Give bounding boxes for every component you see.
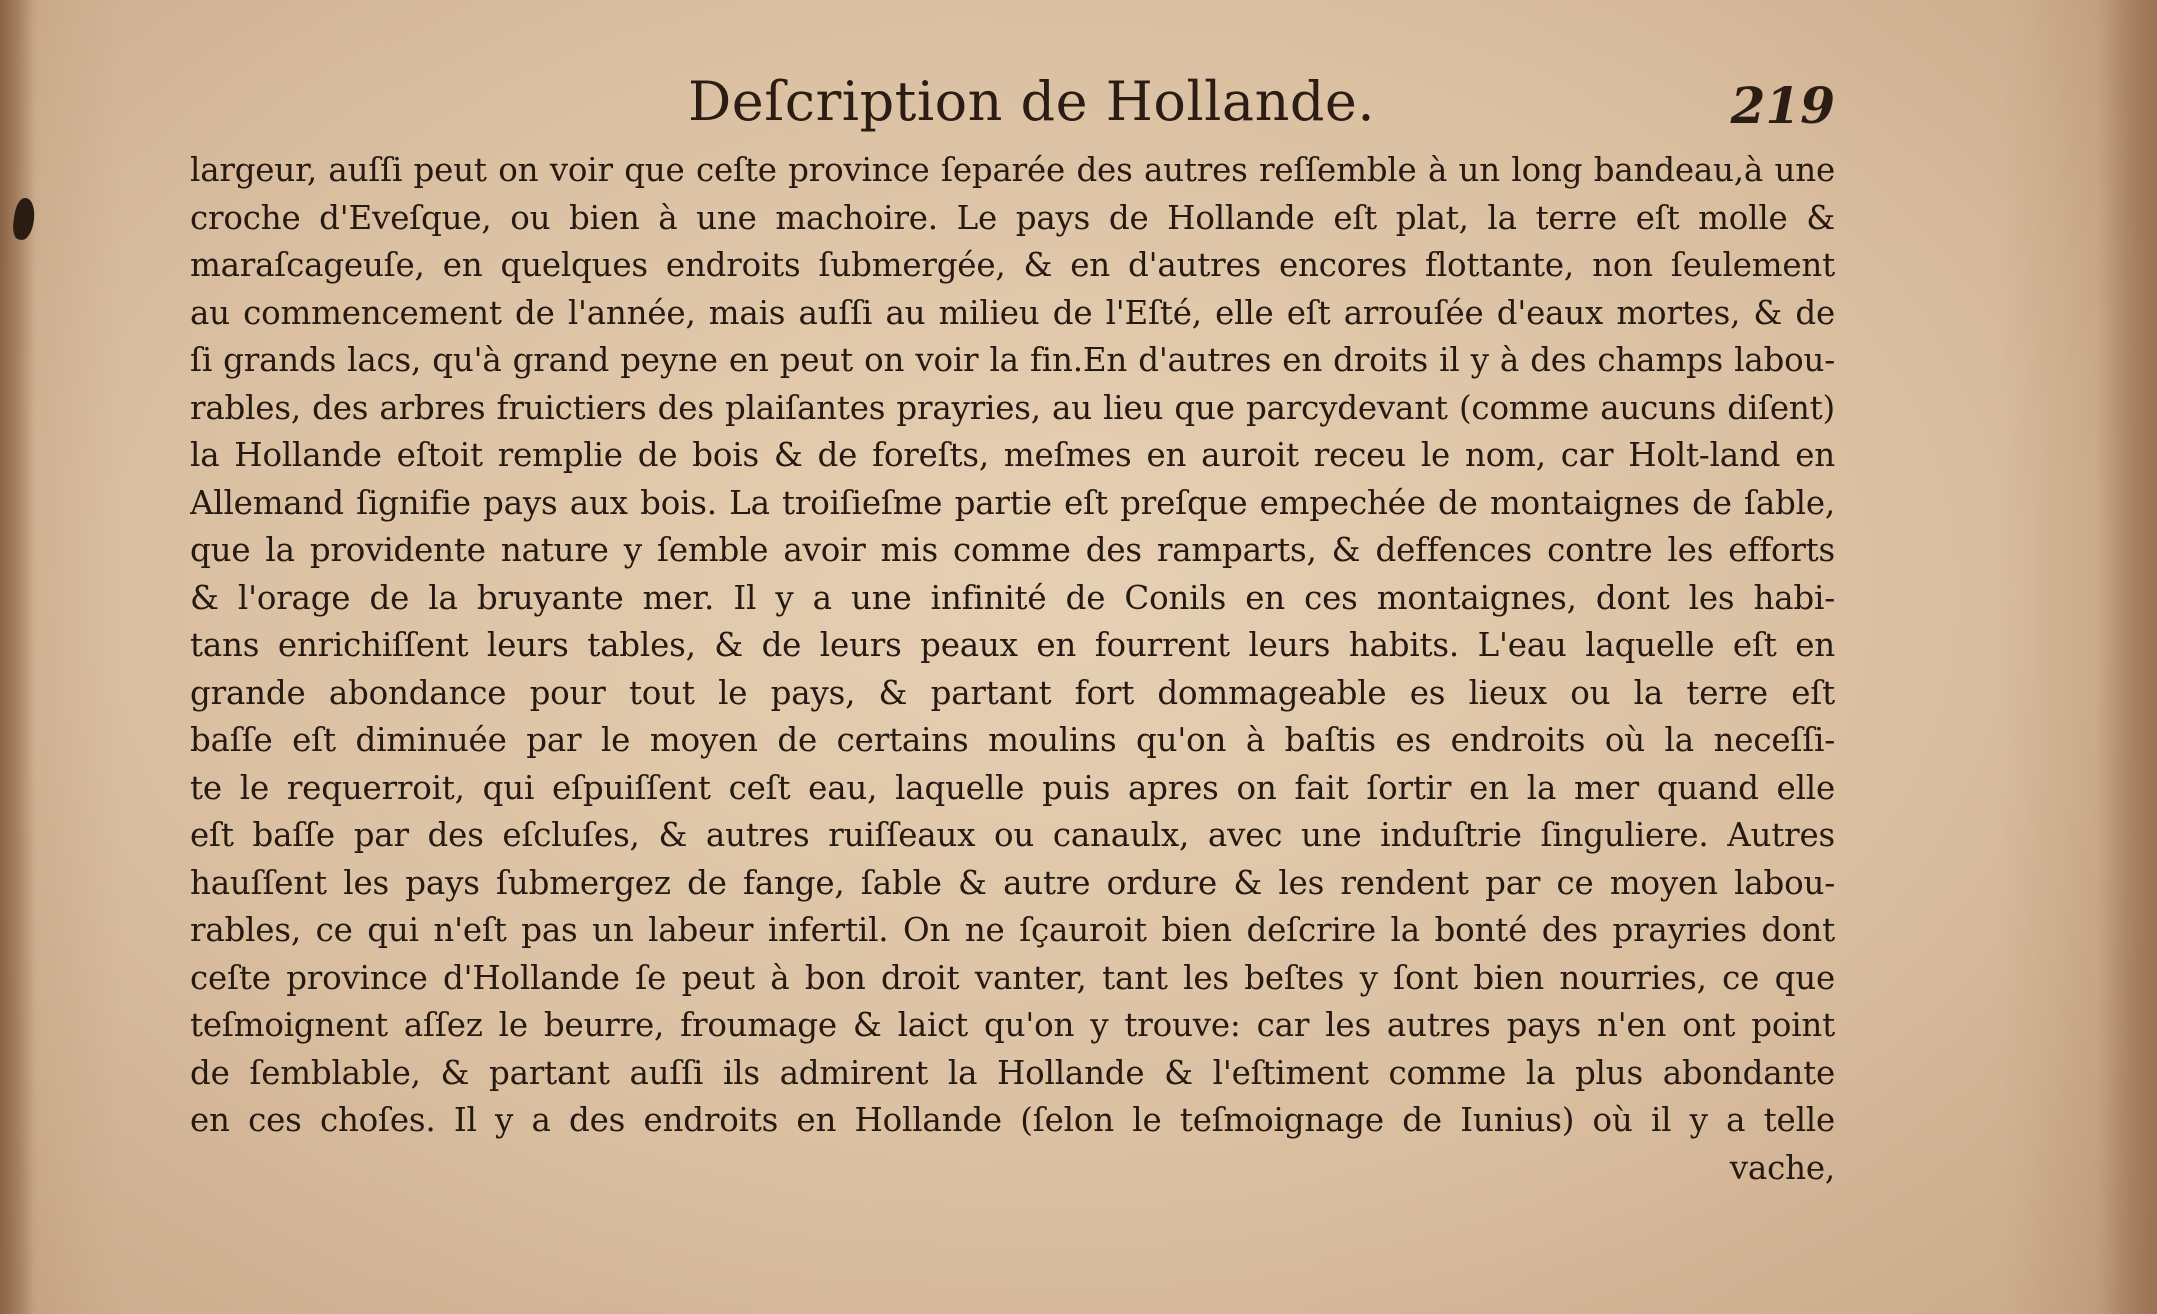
text-line: croche d'Eveſque, ou bien à une machoire. Le pays de Hollande eſt plat, la terre eſt molle & (190, 198, 1835, 237)
text-line: que la providente nature y ſemble avoir mis comme des ramparts, & deffences contre les efforts (190, 531, 1835, 569)
text-line: tans enrichiſſent leurs tables, & de leurs peaux en fourrent leurs habits. L'eau laquelle eſt en (190, 626, 1835, 664)
text-line: au commencement de l'année, mais auſſi au milieu de l'Eſté, elle eſt arrouſée d'eaux mortes, & de (190, 293, 1835, 332)
text-line: rables, des arbres fruictiers des plaiſantes prayries, au lieu que parcydevant (comme aucuns diſent) (190, 388, 1835, 427)
text-line: te le requerroit, qui eſpuiſſent ceſt eau, laquelle puis apres on fait ſortir en la mer quand elle (190, 768, 1835, 807)
text-line: rables, ce qui n'eſt pas un labeur infertil. On ne ſçauroit bien deſcrire la bonté des prayries dont (190, 911, 1835, 949)
text-line: hauſſent les pays ſubmergez de fange, ſable & autre ordure & les rendent par ce moyen labou- (190, 863, 1835, 902)
text-line: la Hollande eſtoit remplie de bois & de foreſts, meſmes en auroit receu le nom, car Holt-land en (190, 436, 1835, 474)
text-line: largeur, auſſi peut on voir que ceſte province ſeparée des autres reſſemble à un long bandeau,à une (190, 151, 1835, 189)
body-text (190, 147, 1835, 1192)
page-number: 219 (1730, 76, 1835, 135)
text-line: maraſcageuſe, en quelques endroits ſubmergée, & en d'autres encores flottante, non ſeulement (190, 246, 1835, 284)
text-line: eſt baſſe par des eſcluſes, & autres ruiſſeaux ou canaulx, avec une induſtrie ſinguliere. Autres (190, 816, 1835, 854)
text-line: grande abondance pour tout le pays, & partant fort dommageable es lieux ou la terre eſt (190, 673, 1835, 712)
page-left-edge (0, 0, 34, 1314)
text-line: ſi grands lacs, qu'à grand peyne en peut on voir la fin.En d'autres en droits il y à des champs labou- (190, 341, 1835, 379)
page-header (190, 70, 1835, 146)
running-title: Deſcription de Hollande. (688, 70, 1376, 133)
text-line: Allemand ſignifie pays aux bois. La troiſieſme partie eſt preſque empechée de montaignes de ſable, (190, 483, 1835, 522)
text-line: & l'orage de la bruyante mer. Il y a une infinité de Conils en ces montaignes, dont les habi- (190, 578, 1835, 617)
text-line: ceſte province d'Hollande ſe peut à bon droit vanter, tant les beſtes y ſont bien nourries, ce que (190, 958, 1835, 997)
page-right-edge (2097, 0, 2157, 1314)
text-line: teſmoignent aſſez le beurre, froumage & laict qu'on y trouve: car les autres pays n'en ont point (190, 1006, 1835, 1044)
text-line: en ces choſes. Il y a des endroits en Hollande (ſelon le teſmoignage de Iunius) où il y a telle (190, 1101, 1835, 1139)
catchword: vache, (1729, 1148, 1835, 1187)
text-line: baſſe eſt diminuée par le moyen de certains moulins qu'on à baſtis es endroits où la neceſſi- (190, 721, 1835, 759)
text-line: de ſemblable, & partant auſſi ils admirent la Hollande & l'eſtiment comme la plus abondante (190, 1053, 1835, 1092)
